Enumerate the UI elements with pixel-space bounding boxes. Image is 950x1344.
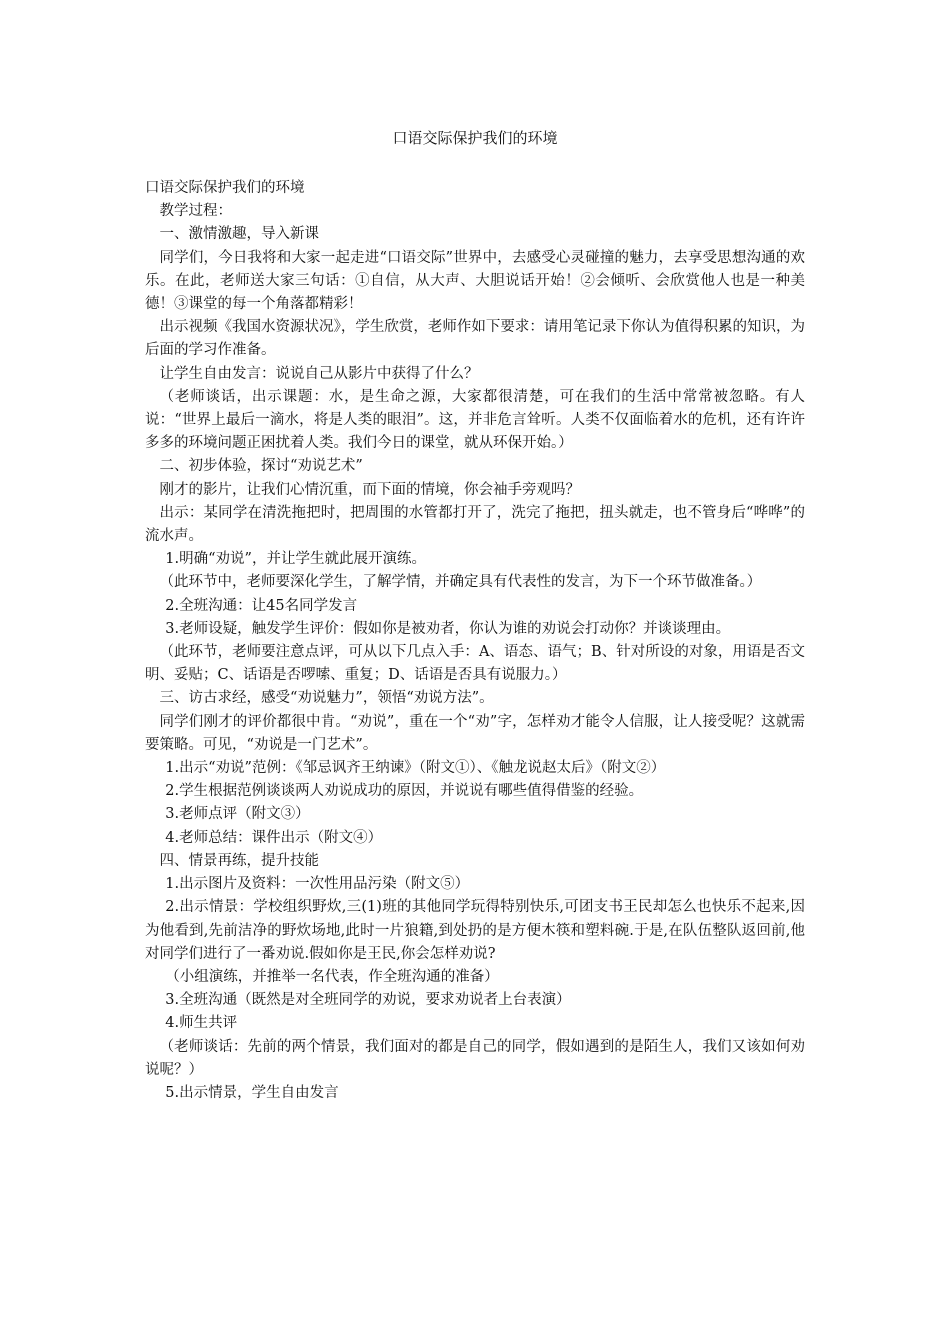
paragraph: 二、初步体验，探讨“劝说艺术” [159, 458, 363, 475]
paragraph: 1.出示图片及资料：一次性用品污染（附文⑤） [165, 876, 470, 893]
paragraph: 四、情景再练，提升技能 [159, 852, 319, 869]
paragraph: 教学过程： [159, 203, 232, 220]
paragraph: 3.老师点评（附文③） [165, 806, 310, 823]
document-body [145, 177, 805, 1105]
paragraph: 1.出示“劝说”范例：《邹忌讽齐王纳谏》（附文①）、《触龙说赵太后》（附文②） [165, 760, 666, 777]
paragraph: 4.师生共评 [165, 1015, 238, 1032]
paragraph: 5.出示情景，学生自由发言 [165, 1084, 339, 1101]
paragraph: （老师谈话，出示课题：水，是生命之源，大家都很清楚，可在我们的生活中常常被忽略。有人说：“世界上最后一滴水，将是人类的眼泪”。这，并非危言耸听。人类不仅面临着水的危机，还有许许多多的环境问题正困扰着人类。我们今日的课堂，就从环保开始。） [145, 388, 805, 452]
paragraph: （此环节，老师要注意点评，可从以下几点入手：A、语态、语气；B、针对所设的对象，用语是否文明、妥贴；C、话语是否啰嗦、重复；D、话语是否具有说服力。） [145, 644, 805, 684]
document-title: 口语交际保护我们的环境 [392, 129, 558, 147]
paragraph: 4.老师总结：课件出示（附文④） [165, 829, 383, 846]
paragraph: （小组演练，并推举一名代表，作全班沟通的准备） [165, 968, 499, 985]
paragraph: 出示视频《我国水资源状况》，学生欣赏，老师作如下要求：请用笔记录下你认为值得积累的知识，为后面的学习作准备。 [145, 319, 805, 359]
paragraph: 1.明确“劝说”，并让学生就此展开演练。 [165, 551, 426, 568]
paragraph: 让学生自由发言：说说自己从影片中获得了什么？ [159, 365, 479, 382]
paragraph: 2.学生根据范例谈谈两人劝说成功的原因，并说说有哪些值得借鉴的经验。 [165, 783, 644, 800]
paragraph: 口语交际保护我们的环境 [145, 180, 305, 196]
paragraph: 2.出示情景：学校组织野炊,三(1)班的其他同学玩得特别快乐,可团支书王民却怎么也快乐不起来,因为他看到,先前洁净的野炊场地,此时一片狼籍,到处扔的是方便木筷和塑料碗.于是,在队伍整队返回前,他对同学们进行了一番劝说.假如你是王民,你会怎样劝说? [145, 899, 805, 962]
paragraph: 同学们，今日我将和大家一起走进“口语交际”世界中，去感受心灵碰撞的魅力，去享受思想沟通的欢乐。在此，老师送大家三句话：①自信，从大声、大胆说话开始！②会倾听、会欣赏他人也是一种美德！③课堂的每一个角落都精彩！ [145, 249, 805, 313]
paragraph: 2.全班沟通：让45名同学发言 [165, 597, 358, 614]
paragraph: 出示：某同学在清洗拖把时，把周围的水管都打开了，洗完了拖把，扭头就走，也不管身后“哗哗”的流水声。 [145, 504, 805, 545]
paragraph: （此环节中，老师要深化学生，了解学情，并确定具有代表性的发言，为下一个环节做准备。） [159, 574, 762, 591]
paragraph: 3.全班沟通（既然是对全班同学的劝说，要求劝说者上台表演） [165, 992, 571, 1009]
paragraph: 刚才的影片，让我们心情沉重，而下面的情境，你会袖手旁观吗？ [159, 481, 580, 498]
paragraph: 一、激情激趣，导入新课 [159, 226, 319, 243]
paragraph: 同学们刚才的评价都很中肯。“劝说”，重在一个“劝”字，怎样劝才能令人信服，让人接受呢？这就需要策略。可见，“劝说是一门艺术”。 [145, 713, 805, 753]
paragraph: 3.老师设疑，触发学生评价：假如你是被劝者，你认为谁的劝说会打动你？并谈谈理由。 [165, 620, 731, 637]
paragraph: 三、访古求经，感受“劝说魅力”，领悟“劝说方法”。 [159, 690, 494, 707]
paragraph: （老师谈话：先前的两个情景，我们面对的都是自己的同学，假如遇到的是陌生人，我们又该如何劝说呢？） [145, 1038, 805, 1078]
